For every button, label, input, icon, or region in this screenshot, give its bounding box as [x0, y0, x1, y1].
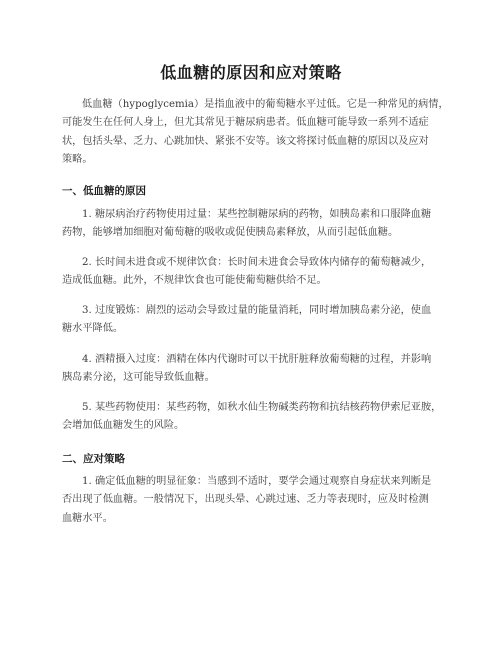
- strategy-item-line: 否出现了低血糖。一般情况下，出现头晕、心跳过速、乏力等表现时，应及时检测: [62, 494, 429, 506]
- cause-item-2: [62, 254, 452, 291]
- intro-paragraph: [62, 96, 452, 170]
- cause-item-4: [62, 351, 452, 388]
- cause-item-line: 造成低血糖。此外，不规律饮食也可能使葡萄糖供给不足。: [62, 275, 327, 287]
- cause-item-line: 3. 过度锻炼：剧烈的运动会导致过量的能量消耗，同时增加胰岛素分泌，使血: [82, 305, 432, 316]
- cause-item-line: 胰岛素分泌，这可能导致低血糖。: [62, 372, 215, 384]
- cause-item-line: 会增加低血糖发生的风险。: [62, 420, 185, 432]
- section-heading-causes: 一、低血糖的原因: [62, 185, 146, 197]
- cause-item-5: [62, 399, 452, 436]
- cause-item-line: 药物，能够增加细胞对葡萄糖的吸收或促使胰岛素释放，从而引起低血糖。: [62, 227, 399, 239]
- intro-line: 可能发生在任何人身上，但尤其常见于糖尿病患者。低血糖可能导致一系列不适症: [62, 117, 429, 129]
- cause-item-line: 2. 长时间未进食或不规律饮食：长时间未进食会导致体内储存的葡萄糖减少，: [82, 257, 432, 268]
- intro-line: 策略。: [62, 154, 93, 166]
- strategy-item-line: 血糖水平。: [62, 512, 113, 524]
- intro-line: 状，包括头晕、乏力、心跳加快、紧张不安等。该文将探讨低血糖的原因以及应对: [62, 135, 429, 147]
- cause-item-1: [62, 206, 452, 243]
- cause-item-line: 5. 某些药物使用：某些药物，如秋水仙生物碱类药物和抗结核药物伊索尼亚胺，: [82, 402, 442, 413]
- cause-item-3: [62, 302, 452, 339]
- strategy-item-1: [62, 473, 452, 528]
- cause-item-line: 糖水平降低。: [62, 323, 124, 335]
- strategy-item-line: 1. 确定低血糖的明显征象：当感到不适时，要学会通过观察自身症状来判断是: [82, 476, 432, 487]
- cause-item-line: 1. 糖尿病治疗药物使用过量：某些控制糖尿病的药物，如胰岛素和口服降血糖: [82, 209, 432, 220]
- cause-item-line: 4. 酒精摄入过度：酒精在体内代谢时可以干扰肝脏释放葡萄糖的过程，并影响: [82, 354, 432, 365]
- section-heading-strategies: 二、应对策略: [62, 453, 125, 465]
- intro-line: 低血糖（hypoglycemia）是指血液中的葡萄糖水平过低。它是一种常见的病情，: [82, 99, 449, 110]
- document-title: 低血糖的原因和应对策略: [160, 63, 342, 82]
